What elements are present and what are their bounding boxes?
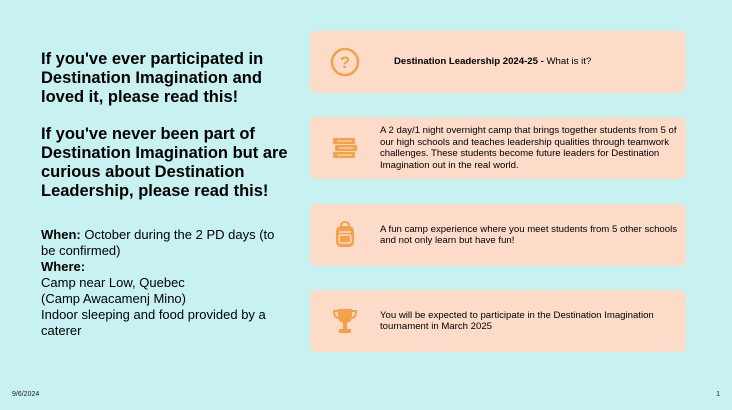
where-label: Where: [41,259,86,274]
where-line-2: (Camp Awacamenj Mino) [41,291,186,306]
card-text: You will be expected to participate in the Destination Imagination tournament in March 2025 [380,309,654,332]
card-text [380,56,599,68]
svg-text:?: ? [339,53,351,72]
headings-block [41,50,291,201]
backpack-icon [310,220,380,250]
card-subtitle: What is it? [543,56,592,68]
question-mark-icon [310,47,380,77]
details-block [41,227,291,339]
card-text: A 2 day/1 night overnight camp that brings together students from 5 of our high schools and teaches leadership qualities through teamwork challenges. These students become future leaders for Destination Imagination out in the real world. [380,125,677,171]
info-card-camp [310,117,686,179]
slide-number: 1 [716,391,720,398]
where-line-3: Indoor sleeping and food provided by a caterer [41,307,266,338]
stack-of-books-icon [310,133,380,163]
where-line-1: Camp near Low, Quebec [41,275,185,290]
heading-new: If you've never been part of Destination Imagination but are curious about Destination Leadership, please read this! [41,125,288,200]
when-value: October during the 2 PD days (to be confirmed) [41,227,275,258]
card-title: Destination Leadership 2024-25 - [394,56,544,68]
footer-date: 9/6/2024 [12,391,40,398]
heading-returning: If you've ever participated in Destination Imagination and loved it, please read this! [41,50,264,106]
info-card-tournament [310,290,686,352]
card-text: A fun camp experience where you meet students from 5 other schools and not only learn but have fun! [380,223,678,246]
info-card-fun [310,204,686,266]
trophy-icon [310,306,380,336]
info-card-what [310,31,686,93]
when-label: When: [41,227,81,242]
